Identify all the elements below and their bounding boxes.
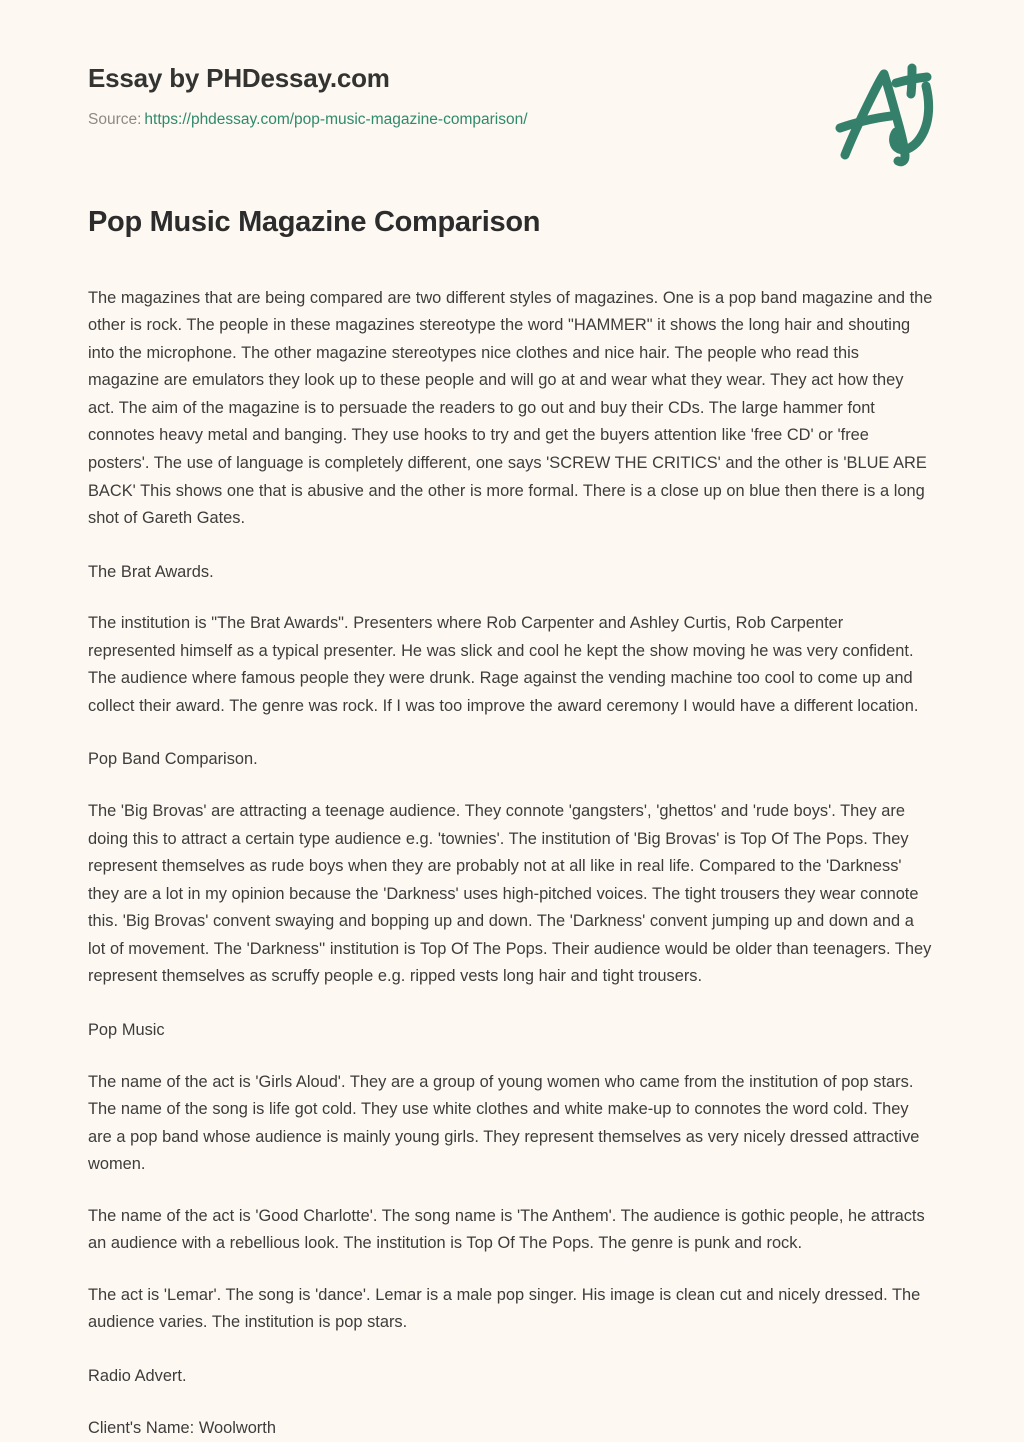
section-heading-pop-music: Pop Music bbox=[88, 1020, 165, 1039]
brand-title: Essay by PHDessay.com bbox=[88, 63, 390, 93]
section-heading-radio-advert: Radio Advert. bbox=[88, 1367, 187, 1386]
section-heading-pop-band-comparison: Pop Band Comparison. bbox=[88, 750, 258, 769]
page-header bbox=[0, 0, 1024, 130]
section-heading-brat-awards: The Brat Awards. bbox=[88, 562, 214, 581]
paragraph: The magazines that are being compared are two different styles of magazines. One is a pop band magazine and the other is rock. The people in these magazines stereotype the word "HAMMER" it shows the long hair and shouting into the microphone. The other magazine stereotypes nice clothes and nice hair. The people who read this magazine are emulators they look up to these people and will go at and wear what they wear. They act how they act. The aim of the magazine is to persuade the readers to go out and buy their CDs. The large hammer font connotes heavy metal and banging. They use hooks to try and get the buyers attention like 'free CD' or 'free posters'. The use of language is completely different, one says 'SCREW THE CRITICS' and the other is 'BLUE ARE BACK' This shows one that is abusive and the other is more formal. There is a close up on blue then there is a long shot of Gareth Gates. bbox=[88, 288, 933, 528]
client-name-line: Client's Name: Woolworth bbox=[88, 1418, 276, 1437]
paragraph: The 'Big Brovas' are attracting a teenage audience. They connote 'gangsters', 'ghettos' and 'rude boys'. They are doing this to attract a certain type audience e.g. 'townies'. The institution of 'Big Brovas' is Top Of The Pops. They represent themselves as rude boys when they are probably not at all like in real life. Compared to the 'Darkness' they are a lot in my opinion because the 'Darkness' uses high-pitched voices. The tight trousers they wear connote this. 'Big Brovas' convent swaying and bopping up and down. The 'Darkness' convent jumping up and down and a lot of movement. The 'Darkness'' institution is Top Of The Pops. Their audience would be older than teenagers. They represent themselves as scruffy people e.g. ripped vests long hair and tight trousers. bbox=[88, 802, 932, 986]
paragraph: The act is 'Lemar'. The song is 'dance'. Lemar is a male pop singer. His image is clean cut and nicely dressed. The audience varies. The institution is pop stars. bbox=[88, 1285, 921, 1332]
source-line bbox=[88, 110, 936, 130]
paragraph: The name of the act is 'Good Charlotte'. The song name is 'The Anthem'. The audience is gothic people, he attracts an audience with a rebellious look. The institution is Top Of The Pops. The genre is punk and rock. bbox=[88, 1206, 925, 1253]
a-plus-logo-icon bbox=[820, 48, 952, 168]
paragraph: The institution is "The Brat Awards". Presenters where Rob Carpenter and Ashley Curtis, Rob Carpenter represented himself as a typical presenter. He was slick and cool he kept the show moving he was very confident. The audience where famous people they were drunk. Rage against the vending machine too cool to come up and collect their award. The genre was rock. If I was too improve the award ceremony I would have a different location. bbox=[88, 614, 919, 715]
source-url-link[interactable]: https://phdessay.com/pop-music-magazine-comparison/ bbox=[144, 111, 528, 129]
essay-body bbox=[0, 285, 1024, 1442]
source-label: Source: bbox=[88, 111, 142, 129]
paragraph: The name of the act is 'Girls Aloud'. They are a group of young women who came from the institution of pop stars. The name of the song is life got cold. They use white clothes and white make-up to connotes the word cold. They are a pop band whose audience is mainly young girls. They represent themselves as very nicely dressed attractive women. bbox=[88, 1072, 920, 1174]
page-title: Pop Music Magazine Comparison bbox=[88, 206, 541, 239]
